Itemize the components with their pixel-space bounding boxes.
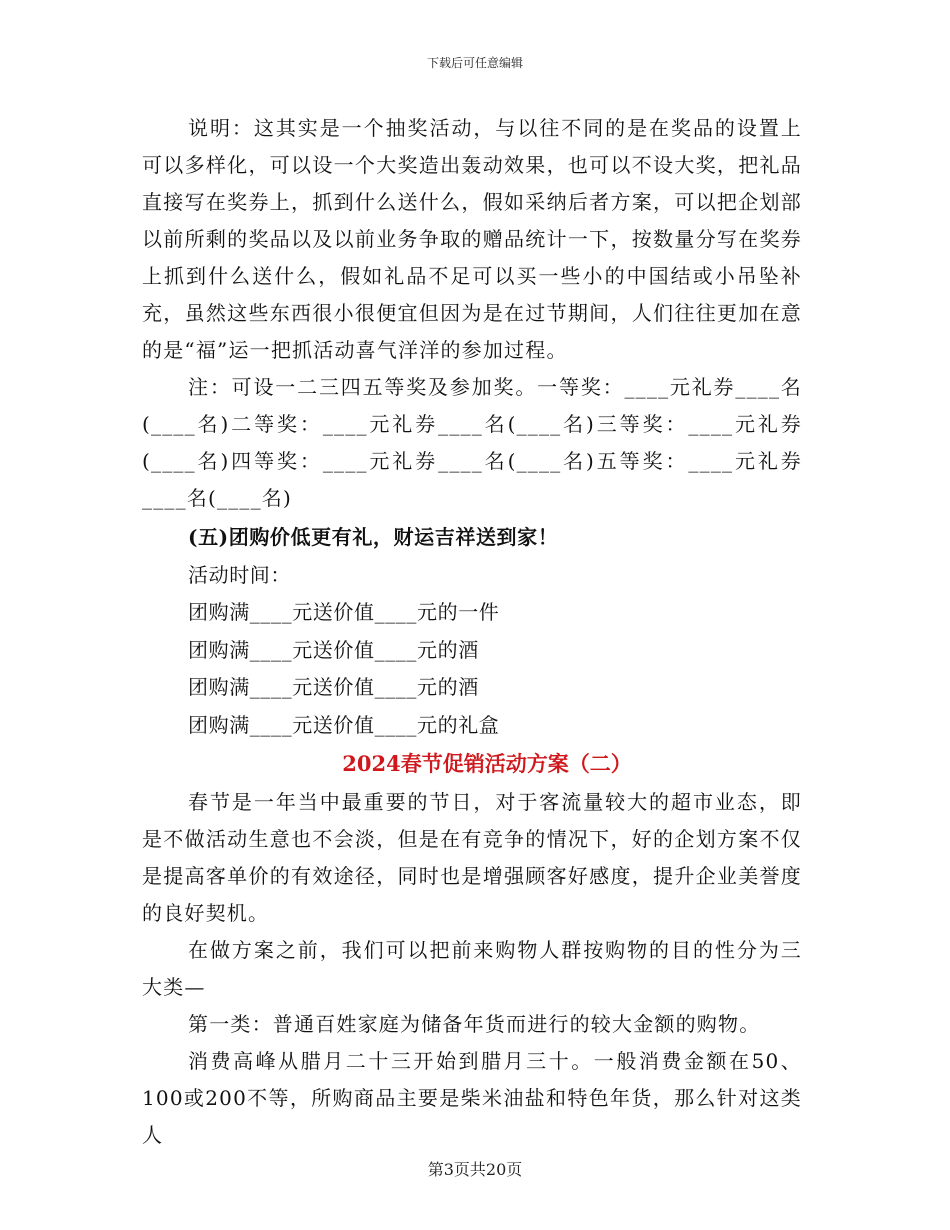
group-buy-line: 团购满____元送价值____元的酒: [188, 637, 479, 662]
group-buy-line: 团购满____元送价值____元的礼盒: [188, 712, 500, 737]
paragraph-consumption-peak: 消费高峰从腊月二十三开始到腊月三十。一般消费金额在50、100或200不等，所购商品主要是柴米油盐和特色年货，那么针对这类人: [142, 1049, 802, 1147]
paragraph-explanation: 说明：这其实是一个抽奖活动，与以往不同的是在奖品的设置上可以多样化，可以设一个大奖造出轰动效果，也可以不设大奖，把礼品直接写在奖券上，抓到什么送什么，假如采纳后者方案，可以把企划部以前所剩的奖品以及以前业务争取的赠品统计一下，按数量分写在奖券上抓到什么送什么，假如礼品不足可以买一些小的中国结或小吊坠补充，虽然这些东西很小很便宜但因为是在过节期间，人们往往更加在意的是“福”运一把抓活动喜气洋洋的参加过程。: [142, 116, 802, 362]
page-header: 下载后可任意编辑: [426, 56, 523, 70]
document-body: [142, 110, 802, 1154]
paragraph-spring-festival: 春节是一年当中最重要的节日，对于客流量较大的超市业态，即是不做活动生意也不会淡，但是在有竞争的情况下，好的企划方案不仅是提高客单价的有效途径，同时也是增强顾客好感度，提升企业美誉度的良好契机。: [142, 790, 802, 925]
paragraph-before-plan: 在做方案之前，我们可以把前来购物人群按购物的目的性分为三大类—: [142, 938, 802, 999]
paragraph-prize-note: 注：可设一二三四五等奖及参加奖。一等奖：____元礼券____名(____名)二等奖：____元礼券____名(____名)三等奖：____元礼券(____名)四等奖：____元礼券____名(____名)五等奖：____元礼券____名(____名): [142, 375, 802, 510]
section-title: 2024春节促销活动方案（二）: [342, 751, 632, 776]
group-buy-line: 团购满____元送价值____元的一件: [188, 600, 500, 624]
activity-time-label: 活动时间：: [188, 562, 291, 587]
group-buy-line: 团购满____元送价值____元的酒: [188, 675, 479, 699]
paragraph-type-one: 第一类：普通百姓家庭为储备年货而进行的较大金额的购物。: [188, 1012, 761, 1036]
section-heading-group-buy: (五)团购价低更有礼，财运吉祥送到家！: [188, 525, 559, 549]
page-footer: 第3页共20页: [427, 1160, 523, 1179]
